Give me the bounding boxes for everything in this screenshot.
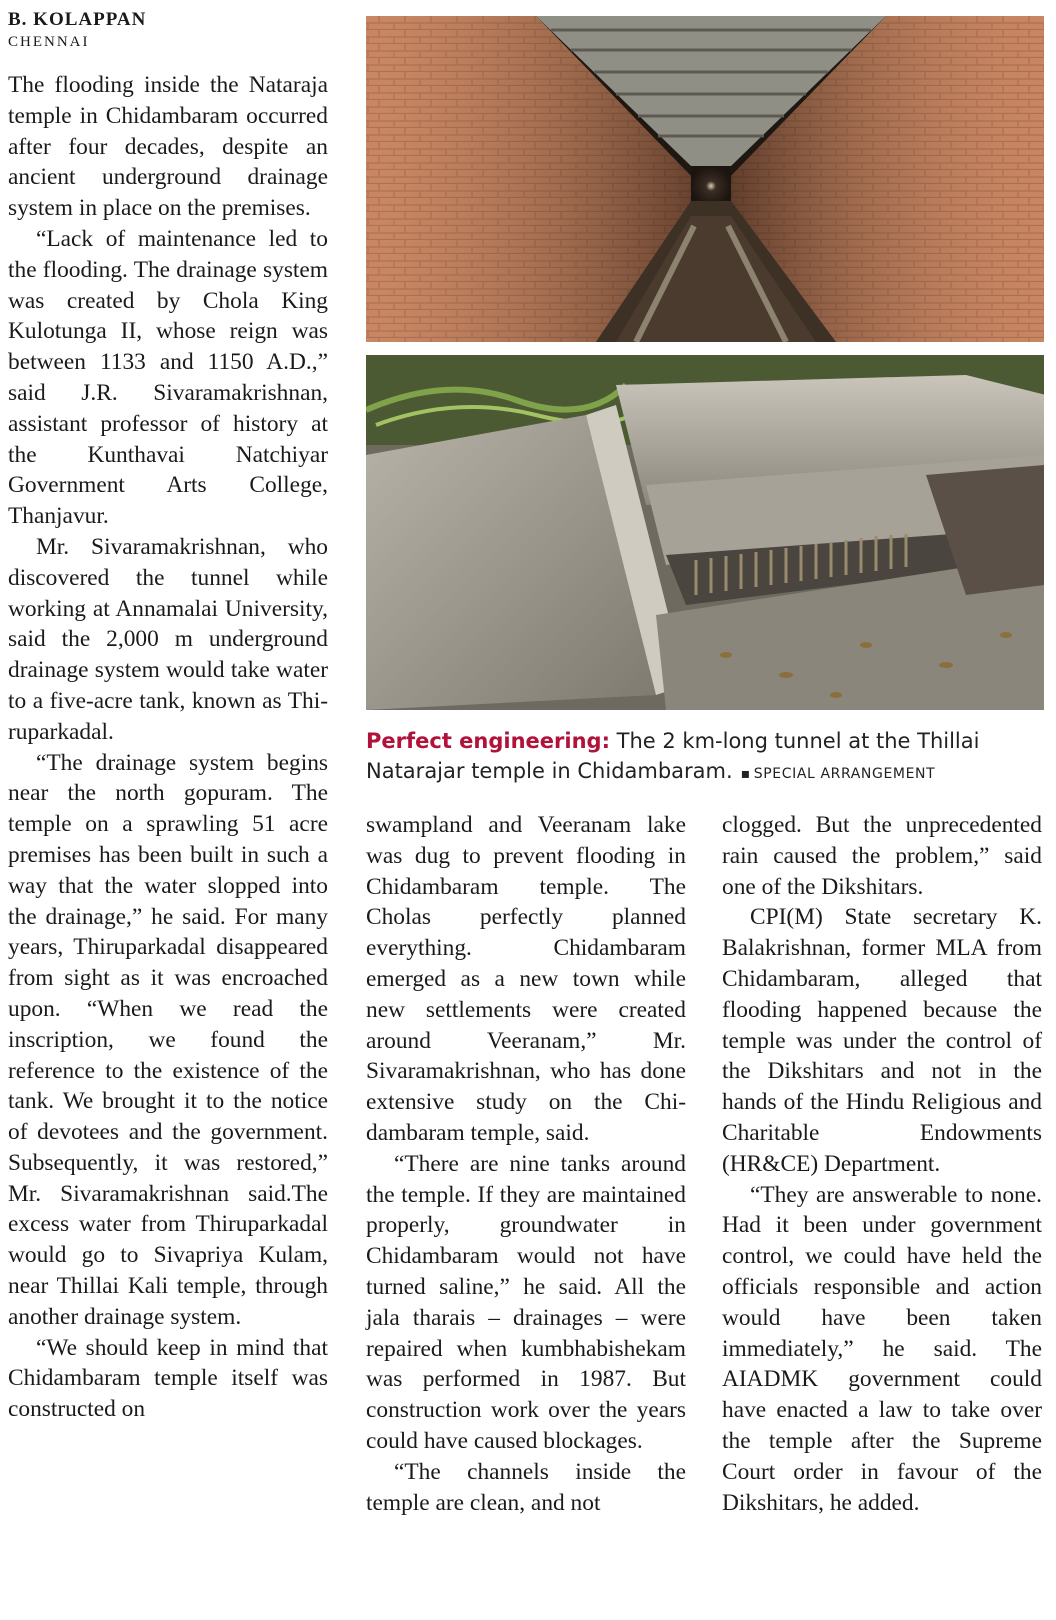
article-column-2 [366,810,686,1518]
paragraph: The flooding inside the Nataraja temple in Chidambaram occurred after four decades, despite an ancient underground drainage system in place on the premises. [8,72,328,222]
photo-credit: ▪ SPECIAL ARRANGEMENT [741,766,936,782]
byline [8,8,146,52]
photo-caption [366,726,1046,789]
dateline: CHENNAI [8,34,90,50]
paragraph: “They are answerable to none. Had it been under government control, we could have held the officials responsible and action would have been taken immediately,” he said. The AIADMK government could have enacted a law to take over the temple after the Supreme Court order in favour of the Dikshitars, he added. [722,1181,1042,1516]
drain-grate-photo [366,355,1044,710]
caption-lead: Perfect engineering: [366,729,610,753]
author-name: B. KOLAPPAN [8,9,147,30]
paragraph: Mr. Sivaramakrishnan, who discovered the tunnel while working at Annamalai University, said the 2,000 m underground drainage system would take water to a five-acre tank, known as Thiruparkadal. [8,533,328,745]
paragraph: CPI(M) State secretary K. Balakrishnan, former MLA from Chidambaram, alleged that flooding happened because the temple was under the control of the Dikshitars and not in the hands of the Hindu Religious and Charitable Endowments (HR&CE) Department. [722,904,1042,1177]
paragraph: “Lack of maintenance led to the flooding. The drainage system was created by Chola King Kulotunga II, whose reign was between 1133 and 1150 A.D.,” said J.R. Sivaramakrishnan, assistant professor of history at the Kunthavai Natchiyar Government Arts College, Thanjavur. [8,225,328,530]
caption-text: The 2 km-long tunnel at the Thillai Natarajar temple in Chidambaram. [366,729,980,783]
paragraph: “There are nine tanks around the temple. If they are maintained properly, groundwater in Chidambaram would not have turned saline,” he said. All the jala tharais – drainages – were repaired when kumbhabishekam was performed in 1987. But construction work over the years could have caused blockages. [366,1150,686,1454]
paragraph: clogged. But the unprecedented rain caused the problem,” said one of the Dikshitars. [722,812,1042,900]
article-column-1 [8,70,328,1425]
paragraph: “The drainage system begins near the north gopuram. The temple on a sprawling 51 acre premises has been built in such a way that the water slopped into the drainage,” he said. For many years, Thiruparkadal disappeared from sight as it was encroached upon. “When we read the inscription, we found the reference to the existence of the tank. We brought it to the notice of devotees and the government. Subsequently, it was restored,” Mr. Sivaramakrishnan said.The excess water from Thiruparkadal would go to Sivapriya Kulam, near Thillai Kali temple, through another drainage system. [8,749,328,1330]
article-column-3 [722,810,1042,1518]
tunnel-photo [366,16,1044,342]
paragraph: “The channels inside the temple are clean, and not [366,1458,686,1516]
paragraph: “We should keep in mind that Chidambaram temple itself was constructed on [8,1334,328,1423]
paragraph: swampland and Veeranam lake was dug to prevent flooding in Chidambaram temple. The Cholas perfectly planned everything. Chidambaram emerged as a new town while new settlements were created around Veeranam,” Mr. Sivaramakrishnan, who has done extensive study on the Chidambaram temple, said. [366,812,686,1146]
